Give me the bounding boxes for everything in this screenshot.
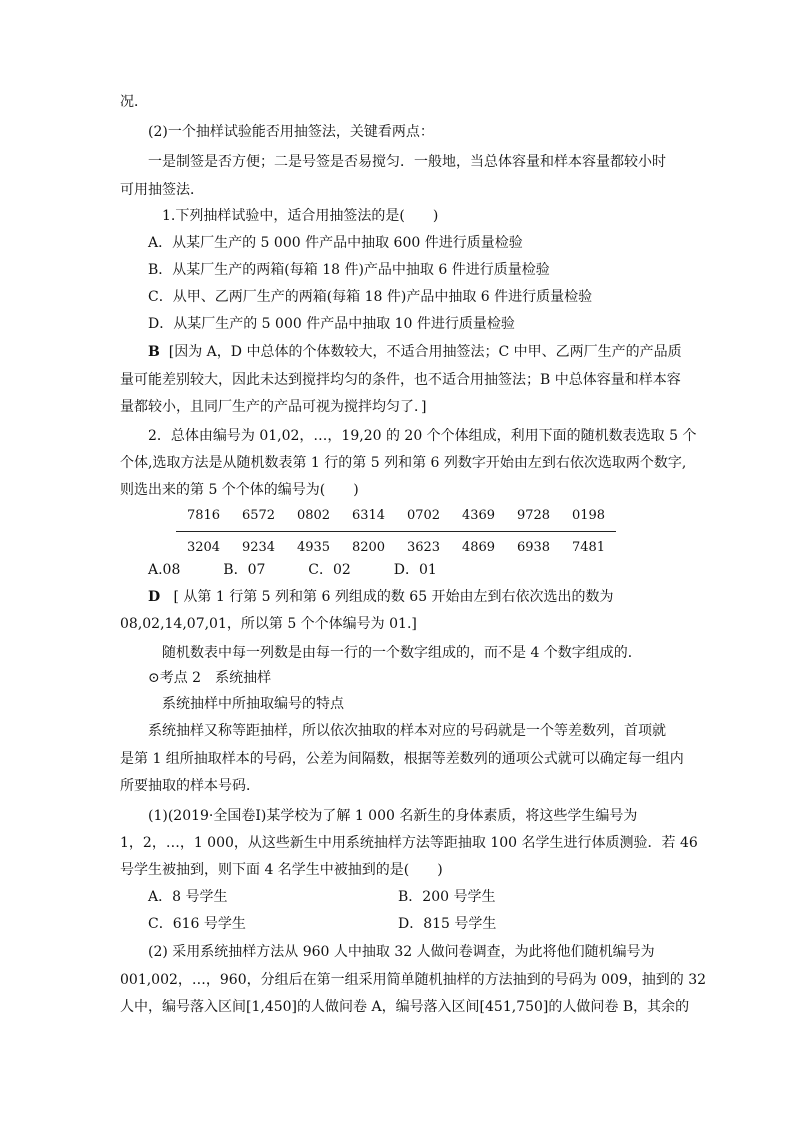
table-cell: 3204: [186, 540, 221, 555]
text-line: 号学生被抽到，则下面 4 名学生中被抽到的是( ): [120, 862, 443, 878]
random-table-row-1: [176, 506, 616, 526]
subheading: 系统抽样中所抽取编号的特点: [162, 696, 344, 712]
table-cell: 6572: [241, 508, 276, 523]
table-cell: 6938: [516, 540, 551, 555]
answer-line: [148, 342, 682, 362]
option-d: D．815 号学生: [398, 916, 497, 932]
table-cell: 7481: [571, 540, 606, 555]
option-c: C．616 号学生: [148, 916, 246, 932]
text-line: 量可能差别较大，因此未达到搅拌均匀的条件，也不适合用抽签法；B 中总体容量和样本容: [120, 372, 681, 388]
table-cell: 9234: [241, 540, 276, 555]
question-1: 1.下列抽样试验中，适合用抽签法的是( ): [162, 208, 439, 224]
answer-letter: B: [148, 344, 160, 360]
text-line: 量都较小，且同厂生产的产品可视为搅拌均匀了．]: [120, 399, 427, 415]
answer-letter: D: [148, 589, 161, 605]
answer-line: [148, 587, 614, 607]
table-cell: 9728: [516, 508, 551, 523]
text-line: 是第 1 组所抽取样本的号码，公差为间隔数，根据等差数列的通项公式就可以确定每一组内: [120, 751, 684, 767]
table-cell: 4869: [461, 540, 496, 555]
example-2: (2) 采用系统抽样方法从 960 人中抽取 32 人做问卷调查，为此将他们随机编号为: [148, 944, 655, 960]
text-line: 况．: [120, 94, 148, 110]
text-line: 个体,选取方法是从随机数表第 1 行的第 5 列和第 6 列数字开始由左到右依次选取两个数字,: [120, 455, 687, 471]
text-line: 08,02,14,07,01，所以第 5 个个体编号为 01.]: [120, 616, 417, 632]
option-b: B．从某厂生产的两箱(每箱 18 件)产品中抽取 6 件进行质量检验: [148, 262, 550, 278]
answer-explanation: [因为 A，D 中总体的个体数较大，不适合用抽签法；C 中甲、乙两厂生产的产品质: [168, 344, 682, 360]
table-cell: 0802: [296, 508, 331, 523]
text-line: 则选出来的第 5 个个体的编号为( ): [120, 482, 359, 498]
example-1: (1)(2019·全国卷Ⅰ)某学校为了解 1 000 名新生的身体素质，将这些学生编号为: [148, 808, 638, 824]
option-b: B．07: [223, 562, 266, 578]
option-a: A．8 号学生: [148, 889, 228, 905]
text-line: (2)一个抽样试验能否用抽签法，关键看两点：: [148, 124, 434, 140]
table-cell: 4935: [296, 540, 331, 555]
random-table-row-2: [176, 538, 616, 558]
text-line: 001,002，…，960，分组后在第一组采用简单随机抽样的方法抽到的号码为 009，抽到的 32: [120, 972, 707, 988]
option-c: C．从甲、乙两厂生产的两箱(每箱 18 件)产品中抽取 6 件进行质量检验: [148, 289, 593, 305]
option-a: A.08: [148, 562, 181, 578]
option-d: D．从某厂生产的 5 000 件产品中抽取 10 件进行质量检验: [148, 316, 515, 332]
table-divider: [176, 531, 616, 532]
option-a: A．从某厂生产的 5 000 件产品中抽取 600 件进行质量检验: [148, 235, 523, 251]
text-line: 系统抽样又称等距抽样，所以依次抽取的样本对应的号码就是一个等差数列，首项就: [148, 723, 666, 739]
table-cell: 7816: [186, 508, 221, 523]
text-line: 人中，编号落入区间[1,450]的人做问卷 A，编号落入区间[451,750]的人做问卷 B，其余的: [120, 999, 690, 1015]
section-heading: ⊙考点 2 系统抽样: [148, 670, 272, 686]
table-cell: 4369: [461, 508, 496, 523]
option-c: C．02: [308, 562, 351, 578]
note-line: 随机数表中每一列数是由每一行的一个数字组成的，而不是 4 个数字组成的．: [162, 645, 642, 661]
table-cell: 0702: [406, 508, 441, 523]
answer-explanation: [ 从第 1 行第 5 列和第 6 列组成的数 65 开始由左到右依次选出的数为: [173, 589, 614, 605]
question-2: 2．总体由编号为 01,02，…，19,20 的 20 个个体组成，利用下面的随机数表选取 5 个: [148, 428, 697, 444]
text-line: 一是制签是否方便；二是号签是否易搅匀．一般地，当总体容量和样本容量都较小时: [148, 154, 666, 170]
option-b: B．200 号学生: [398, 889, 496, 905]
question-2-options: [148, 560, 437, 580]
table-cell: 6314: [351, 508, 386, 523]
text-line: 所要抽取的样本号码．: [120, 778, 260, 794]
table-cell: 0198: [571, 508, 606, 523]
table-cell: 8200: [351, 540, 386, 555]
option-d: D．01: [393, 562, 437, 578]
text-line: 可用抽签法．: [120, 182, 204, 198]
table-cell: 3623: [406, 540, 441, 555]
text-line: 1，2，…，1 000，从这些新生中用系统抽样方法等距抽取 100 名学生进行体质测验．若 46: [120, 835, 698, 851]
random-number-table: [176, 506, 616, 558]
